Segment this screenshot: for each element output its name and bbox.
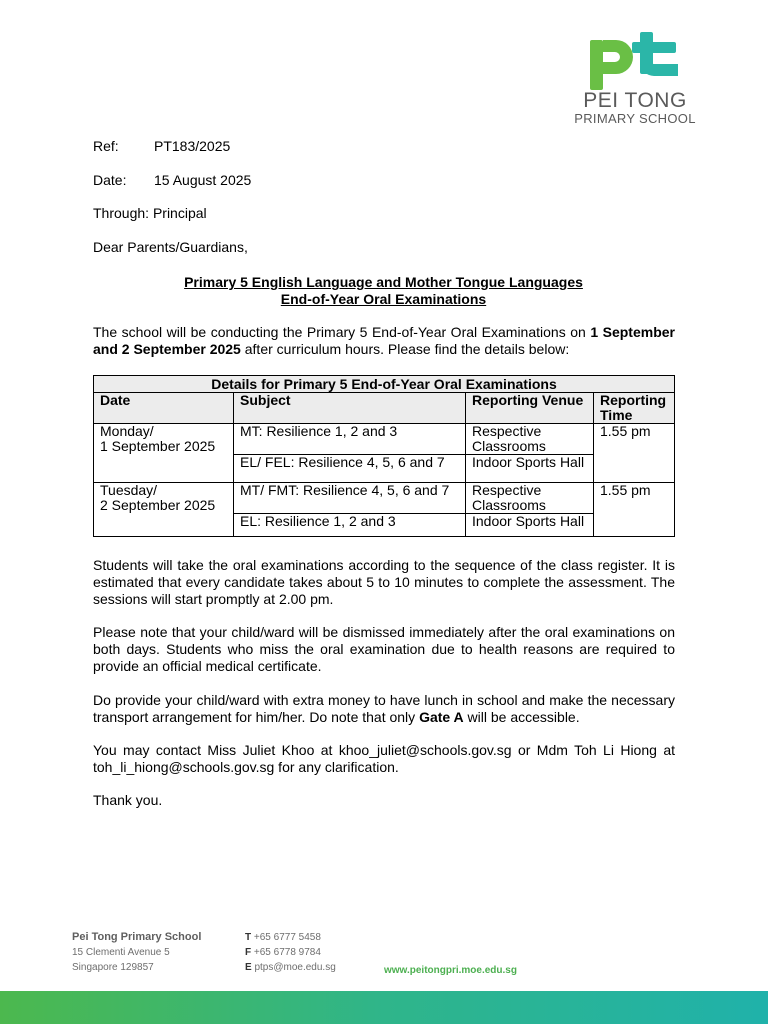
pt-logo-mark bbox=[590, 32, 682, 90]
school-logo bbox=[572, 32, 698, 128]
intro-paragraph bbox=[93, 324, 675, 358]
header-date: Date bbox=[94, 393, 234, 424]
footer-color-bar bbox=[0, 991, 768, 1024]
table-caption: Details for Primary 5 End-of-Year Oral Examinations bbox=[94, 376, 675, 393]
row-venue: Indoor Sports Hall bbox=[466, 455, 594, 483]
row-time: 1.55 pm bbox=[594, 424, 675, 483]
row-date bbox=[94, 483, 234, 537]
row-date-value: 1 September 2025 bbox=[100, 438, 216, 454]
row-day: Tuesday/ bbox=[100, 482, 158, 498]
table-caption-row bbox=[94, 376, 675, 393]
lunch-text-2: will be accessible. bbox=[463, 709, 580, 725]
ref-value: PT183/2025 bbox=[154, 138, 231, 154]
through-label: Through: bbox=[93, 205, 150, 221]
logo-subname: PRIMARY SCHOOL bbox=[574, 111, 696, 126]
header-venue: Reporting Venue bbox=[466, 393, 594, 424]
email-label: E bbox=[245, 962, 252, 973]
date-label: Date: bbox=[93, 172, 127, 188]
row-subject: EL/ FEL: Resilience 4, 5, 6 and 7 bbox=[234, 455, 466, 483]
footer-school-name: Pei Tong Primary School bbox=[72, 931, 202, 943]
row-subject: MT: Resilience 1, 2 and 3 bbox=[234, 424, 466, 455]
footer-telephone: +65 6777 5458 bbox=[253, 932, 321, 943]
lunch-text-1: Do provide your child/ward with extra money to have lunch in school and make the necessary transport arrangement for him/her. Do note that only bbox=[93, 692, 675, 725]
dismissal-paragraph: Please note that your child/ward will be dismissed immediately after the oral examinations on both days. Students who miss the oral examination due to health reasons are required to provide an official medical certificate. bbox=[93, 624, 675, 674]
footer-contact bbox=[245, 930, 336, 975]
intro-text-2: after curriculum hours. Please find the details below: bbox=[240, 341, 570, 357]
date-value: 15 August 2025 bbox=[154, 172, 252, 188]
footer-fax: +65 6778 9784 bbox=[253, 947, 321, 958]
logo-name: PEI TONG bbox=[583, 89, 687, 112]
row-subject: EL: Resilience 1, 2 and 3 bbox=[234, 514, 466, 537]
through-value: Principal bbox=[152, 205, 207, 221]
footer-website-link[interactable]: www.peitongpri.moe.edu.sg bbox=[384, 965, 517, 976]
header-subject: Subject bbox=[234, 393, 466, 424]
ref-label: Ref: bbox=[93, 138, 119, 154]
intro-text-1: The school will be conducting the Primary 5 End-of-Year Oral Examinations on bbox=[93, 324, 591, 340]
table-row bbox=[94, 424, 675, 455]
title-line-1: Primary 5 English Language and Mother Tongue Languages bbox=[184, 274, 583, 290]
row-day: Monday/ bbox=[100, 423, 154, 439]
row-date bbox=[94, 424, 234, 483]
exam-details-table bbox=[93, 375, 675, 537]
table-row bbox=[94, 483, 675, 514]
row-venue: Respective Classrooms bbox=[466, 483, 594, 514]
gate-name: Gate A bbox=[419, 709, 464, 725]
footer-address bbox=[72, 930, 201, 975]
footer-address-line-2: Singapore 129857 bbox=[72, 962, 154, 973]
lunch-paragraph bbox=[93, 692, 675, 726]
intro-dates: 1 September and 2 September 2025 bbox=[93, 324, 675, 357]
closing-thanks: Thank you. bbox=[93, 792, 163, 808]
footer-email[interactable]: ptps@moe.edu.sg bbox=[254, 962, 336, 973]
row-subject: MT/ FMT: Resilience 4, 5, 6 and 7 bbox=[234, 483, 466, 514]
tel-label: T bbox=[245, 932, 252, 943]
ref-field bbox=[93, 138, 230, 155]
contact-paragraph: You may contact Miss Juliet Khoo at khoo_juliet@schools.gov.sg or Mdm Toh Li Hiong at toh_li_hiong@schools.gov.sg for any clarification. bbox=[93, 742, 675, 775]
row-time: 1.55 pm bbox=[594, 483, 675, 537]
letter-title bbox=[93, 274, 674, 308]
footer-address-line-1: 15 Clementi Avenue 5 bbox=[72, 947, 170, 958]
through-field bbox=[93, 205, 207, 222]
salutation: Dear Parents/Guardians, bbox=[93, 239, 248, 255]
header-time: Reporting Time bbox=[594, 393, 675, 424]
row-venue: Indoor Sports Hall bbox=[466, 514, 594, 537]
fax-label: F bbox=[245, 947, 252, 958]
table-header-row bbox=[94, 393, 675, 424]
date-field bbox=[93, 172, 251, 189]
sequence-paragraph: Students will take the oral examinations according to the sequence of the class register. It is estimated that every candidate takes about 5 to 10 minutes to complete the assessment. The sessions will start promptly at 2.00 pm. bbox=[93, 557, 675, 607]
row-venue: Respective Classrooms bbox=[466, 424, 594, 455]
title-line-2: End-of-Year Oral Examinations bbox=[280, 291, 487, 307]
row-date-value: 2 September 2025 bbox=[100, 497, 216, 513]
